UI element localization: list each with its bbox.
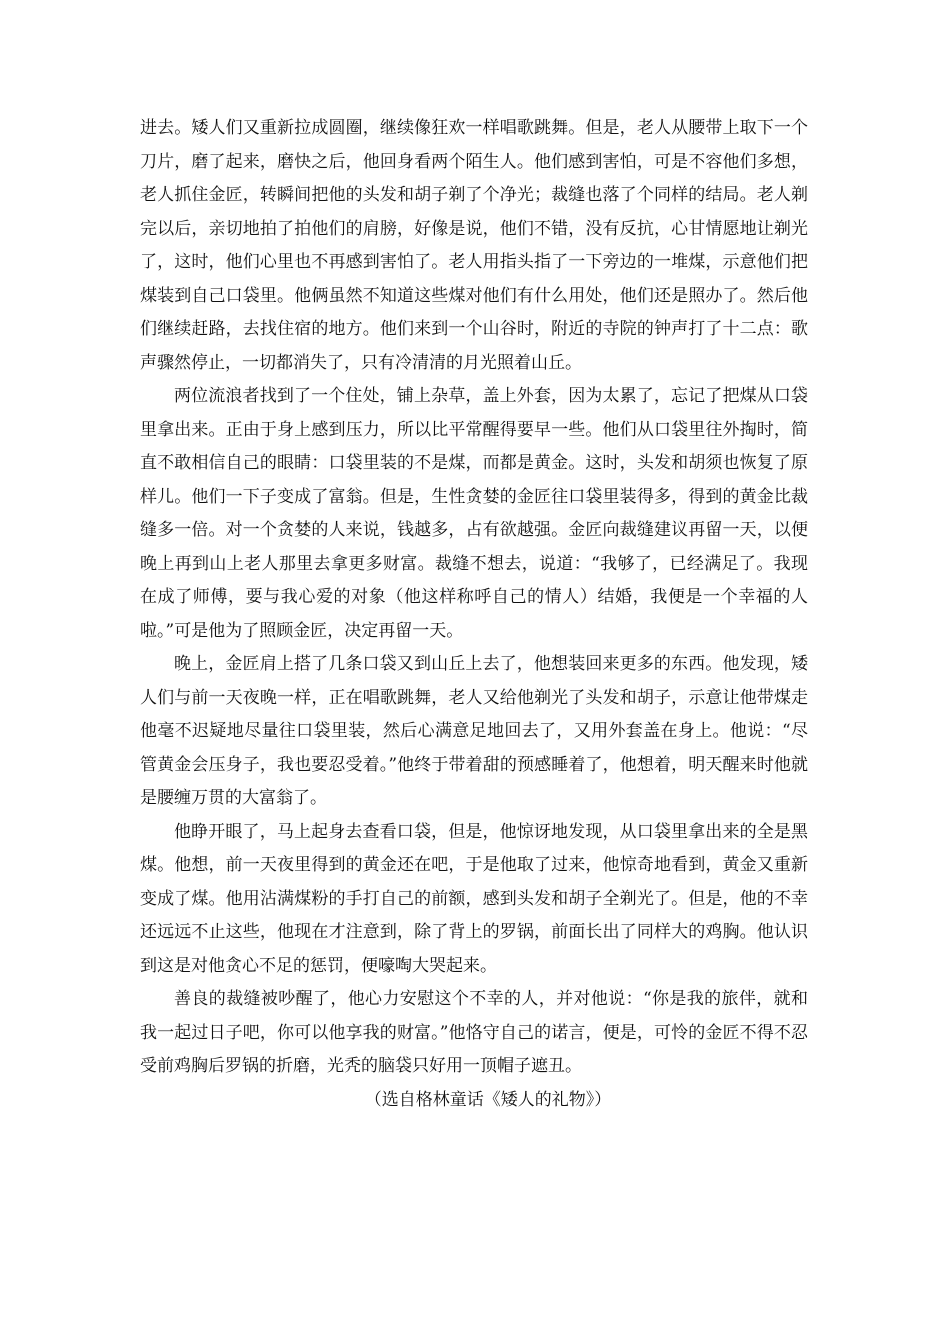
paragraph-tailor-comforts: 善良的裁缝被吵醒了，他心力安慰这个不幸的人，并对他说：“你是我的旅伴，就和我一起过日子吧，你可以他享我的财富。”他恪守自己的诺言，便是，可怜的金匠不得不忍受前鸡胸后罗锅的折磨，光秃的脑袋只好用一顶帽子遮丑。 [140, 989, 808, 1076]
paragraph-continuation: 进去。矮人们又重新拉成圆圈，继续像狂欢一样唱歌跳舞。但是，老人从腰带上取下一个刀片，磨了起来，磨快之后，他回身看两个陌生人。他们感到害怕，可是不容他们多想，老人抓住金匠，转瞬间把他的头发和胡子剃了个净光；裁缝也落了个同样的结局。老人剃完以后，亲切地拍了拍他们的肩膀，好像是说，他们不错，没有反抗，心甘情愿地让剃光了，这时，他们心里也不再感到害怕了。老人用指头指了一下旁边的一堆煤，示意他们把煤装到自己口袋里。他俩虽然不知道这些煤对他们有什么用处，他们还是照办了。然后他们继续赶路，去找住宿的地方。他们来到一个山谷时，附近的寺院的钟声打了十二点：歌声骤然停止，一切都消失了，只有冷清清的月光照着山丘。 [140, 118, 808, 373]
paragraph-punishment: 他睁开眼了，马上起身去查看口袋，但是，他惊讶地发现，从口袋里拿出来的全是黑煤。他想，前一天夜里得到的黄金还在吧，于是他取了过来，他惊奇地看到，黄金又重新变成了煤。他用沾满煤粉的手打自己的前额，感到头发和胡子全剃光了。但是，他的不幸还远远不止这些，他现在才注意到，除了背上的罗锅，前面长出了同样大的鸡胸。他认识到这是对他贪心不足的惩罚，便嚎啕大哭起来。 [140, 821, 808, 976]
document-page [140, 112, 808, 1117]
paragraph-wanderers-find-gold: 两位流浪者找到了一个住处，铺上杂草，盖上外套，因为太累了，忘记了把煤从口袋里拿出来。正由于身上感到压力，所以比平常醒得要早一些。他们从口袋里往外掏时，简直不敢相信自己的眼睛：口袋里装的不是煤，而都是黄金。这时，头发和胡须也恢复了原样儿。他们一下子变成了富翁。但是，生性贪婪的金匠往口袋里装得多，得到的黄金比裁缝多一倍。对一个贪婪的人来说，钱越多，占有欲越强。金匠向裁缝建议再留一天，以便晚上再到山上老人那里去拿更多财富。裁缝不想去，说道：“我够了，已经满足了。我现在成了师傅，要与我心爱的对象（他这样称呼自己的情人）结婚，我便是一个幸福的人啦。”可是他为了照顾金匠，决定再留一天。 [140, 386, 808, 641]
paragraph-goldsmith-returns: 晚上，金匠肩上搭了几条口袋又到山丘上去了，他想装回来更多的东西。他发现，矮人们与前一天夜晚一样，正在唱歌跳舞，老人又给他剃光了头发和胡子，示意让他带煤走他毫不迟疑地尽量往口袋里装，然后心满意足地回去了，又用外套盖在身上。他说：“尽管黄金会压身子，我也要忍受着。”他终于带着甜的预感睡着了，他想着，明天醒来时他就是腰缠万贯的大富翁了。 [140, 654, 808, 808]
source-citation: （选自格林童话《矮人的礼物》） [364, 1089, 612, 1110]
